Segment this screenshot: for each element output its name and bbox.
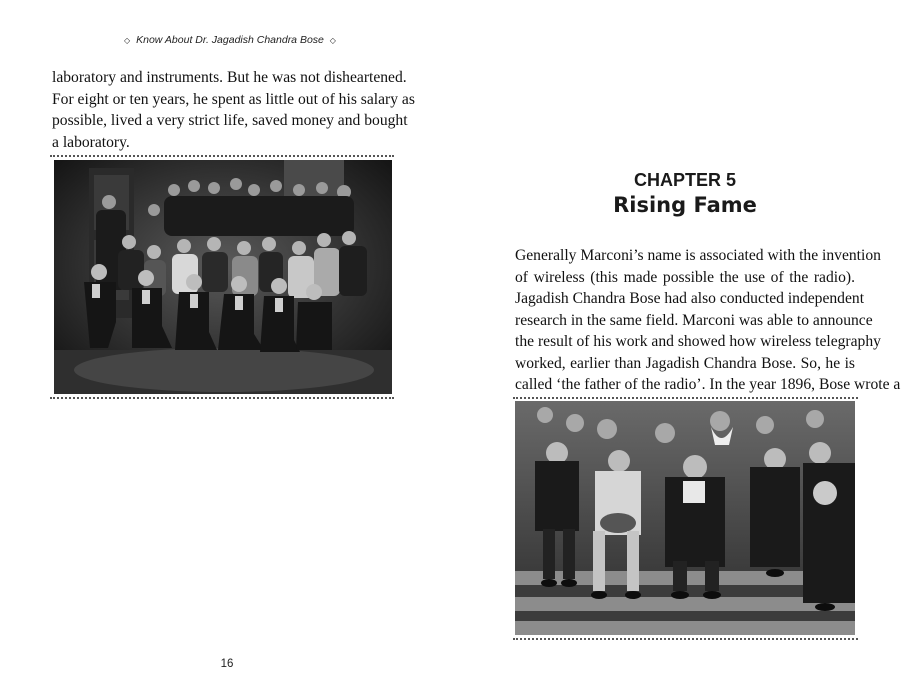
text-line: of wireless (this made possible the use of the radio). (515, 268, 855, 286)
text-line: the result of his work and showed how wireless telegraphy (515, 333, 881, 350)
diamond-ornament-icon: ◇ (329, 36, 336, 45)
text-line: Jagadish Chandra Bose had also conducted independent (515, 290, 865, 307)
group-photo-right (515, 401, 855, 635)
chapter-title: Rising Fame (613, 193, 757, 217)
running-head (60, 34, 400, 46)
left-body-paragraph (52, 67, 415, 153)
dotted-rule (50, 397, 394, 399)
text-line: called ‘the father of the radio’. In the year 1896, Bose wrote a (515, 376, 901, 393)
dotted-rule (513, 638, 858, 640)
chapter-number: CHAPTER 5 (633, 170, 736, 190)
text-line: Generally Marconi’s name is associated with the invention (515, 247, 881, 264)
dotted-rule (50, 155, 394, 157)
right-body-paragraph (515, 245, 901, 396)
group-photo-icon (515, 401, 855, 635)
text-line: a laboratory. (52, 133, 130, 151)
diamond-ornament-icon: ◇ (124, 36, 131, 45)
dotted-rule (513, 397, 858, 399)
group-photo-icon (54, 160, 392, 394)
text-line: worked, earlier than Jagadish Chandra Bose. So, he is (515, 354, 855, 372)
running-head-text: Know About Dr. Jagadish Chandra Bose (136, 34, 324, 46)
text-line: research in the same field. Marconi was able to announce (515, 311, 873, 329)
text-line: laboratory and instruments. But he was not disheartened. (52, 69, 407, 86)
text-line: possible, lived a very strict life, saved money and bought (52, 112, 408, 129)
page-number: 16 (220, 658, 234, 670)
group-photo-left (54, 160, 392, 394)
text-line: For eight or ten years, he spent as little out of his salary as (52, 90, 415, 108)
